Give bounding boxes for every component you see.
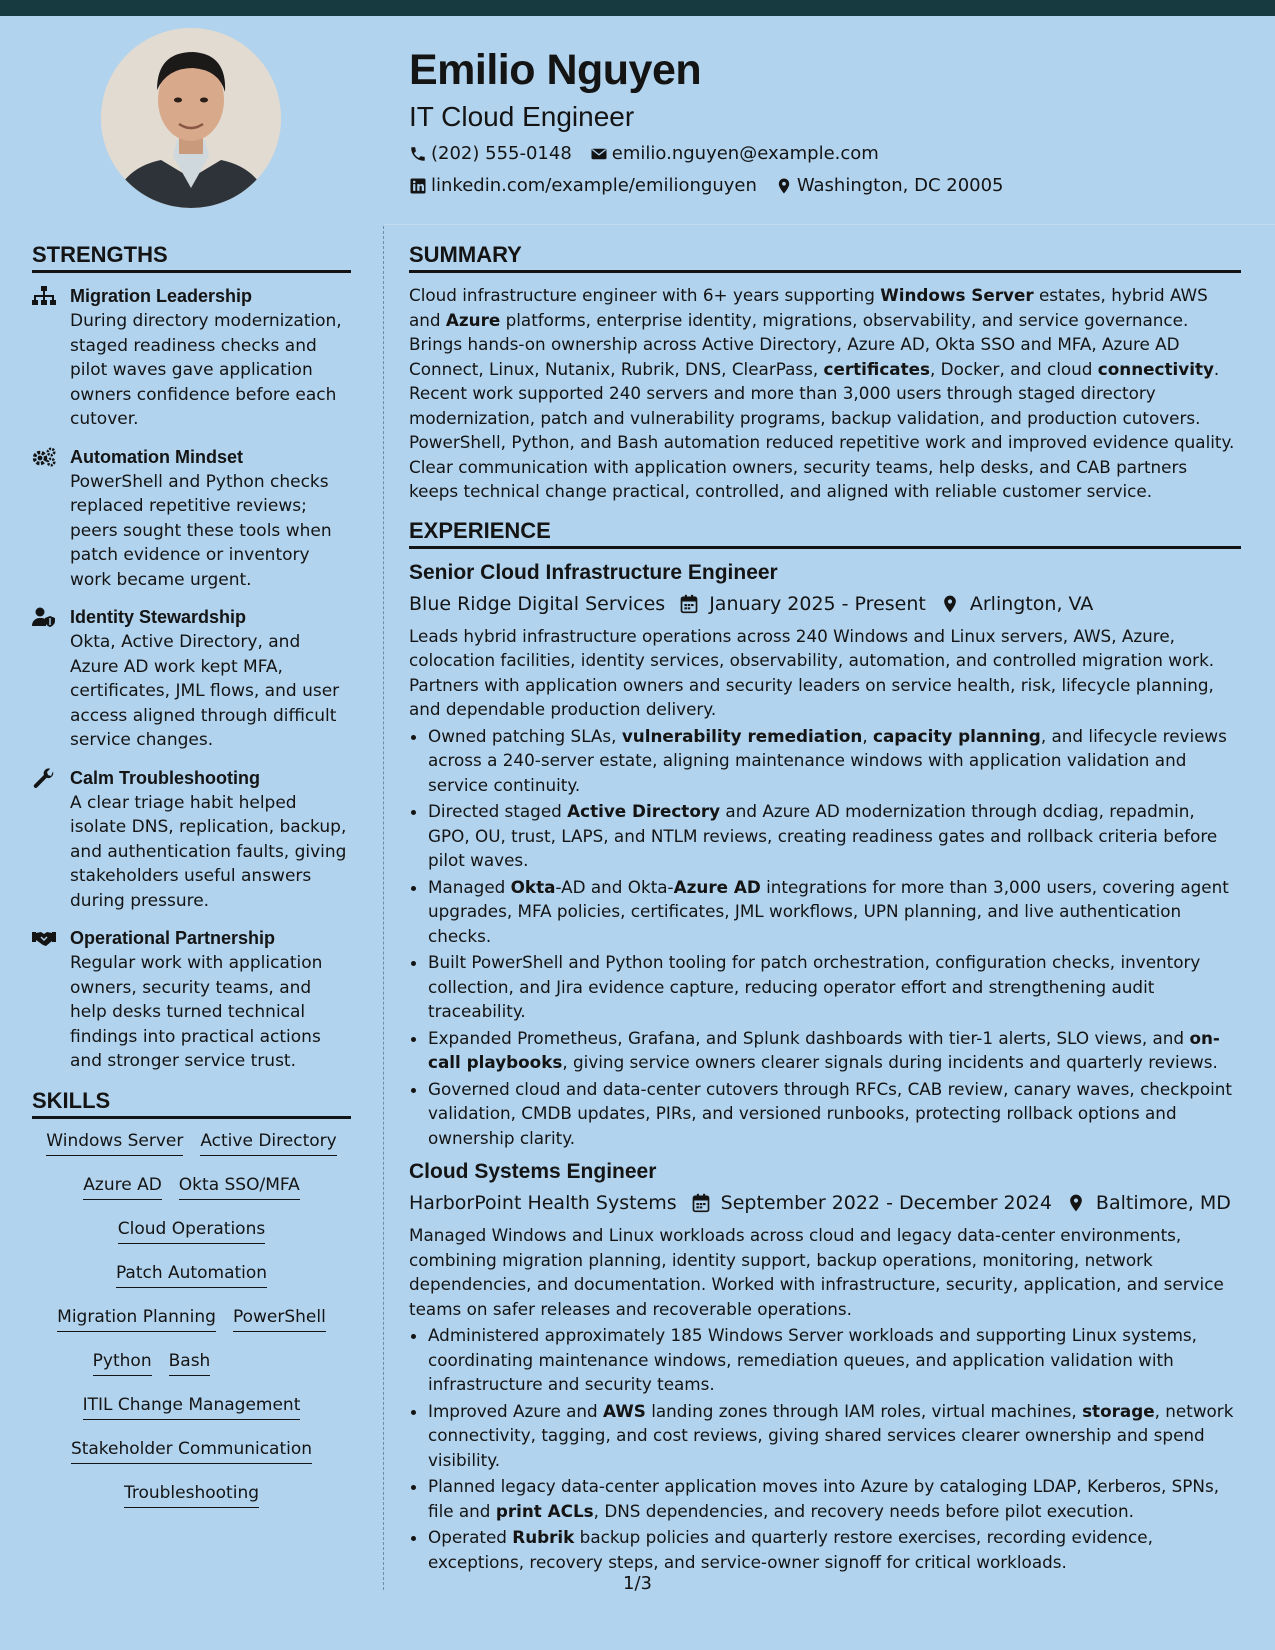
- envelope-icon: [590, 145, 608, 163]
- sitemap-icon: [32, 286, 56, 306]
- strength-item: [32, 604, 351, 753]
- skill-chip: Troubleshooting: [124, 1481, 259, 1508]
- job-bullets: [409, 1323, 1241, 1574]
- linkedin-contact[interactable]: [409, 170, 757, 202]
- job-dates: September 2022 - December 2024: [720, 1192, 1052, 1214]
- handshake-icon: [32, 928, 56, 948]
- bullet-item: • Expanded Prometheus, Grafana, and Splunk dashboards with tier-1 alerts, SLO views, and on-call playbooks, giving service owners clearer signals during incidents and quarterly reviews.: [428, 1026, 1241, 1075]
- skill-chip: Active Directory: [200, 1129, 336, 1156]
- calendar-icon: [679, 594, 699, 614]
- job-entry: [409, 1158, 1241, 1574]
- page-number: 1/3: [623, 1573, 652, 1594]
- candidate-name: Emilio Nguyen: [409, 46, 702, 94]
- contact-row-1: [409, 138, 1249, 170]
- email-text: emilio.nguyen@example.com: [611, 143, 879, 164]
- phone-icon: [409, 145, 427, 163]
- map-pin-icon: [775, 177, 793, 195]
- email-contact[interactable]: [590, 138, 879, 170]
- job-company: Blue Ridge Digital Services: [409, 592, 666, 615]
- job-dates: January 2025 - Present: [709, 592, 926, 615]
- calendar-icon: [691, 1193, 711, 1213]
- strength-item: [32, 765, 351, 914]
- strength-title: Calm Troubleshooting: [70, 767, 261, 788]
- skills-heading: SKILLS: [32, 1086, 351, 1119]
- job-meta: [409, 1189, 1241, 1217]
- map-pin-icon: [1066, 1193, 1086, 1213]
- job-description: Managed Windows and Linux workloads across cloud and legacy data-center environments, combining migration planning, identity support, backup operations, monitoring, network dependencies, and documentation. Worked with infrastructure, security, application, and service teams on safer releases and recoverable operations.: [409, 1225, 1224, 1319]
- skill-chip: Migration Planning: [57, 1305, 216, 1332]
- job-location: Baltimore, MD: [1095, 1192, 1231, 1214]
- map-pin-icon: [940, 594, 960, 614]
- strength-desc: During directory modernization, staged readiness checks and pilot waves gave application owners confidence before each cutover.: [70, 311, 342, 429]
- job-description: Leads hybrid infrastructure operations across 240 Windows and Linux servers, AWS, Azure, colocation facilities, identity services, observability, automation, and controlled migration work. Partners with application owners and security leaders on service health, risk, lifecycle planning, and dependable production delivery.: [409, 625, 1215, 719]
- experience-heading: EXPERIENCE: [409, 516, 1241, 549]
- linkedin-icon: [409, 177, 427, 195]
- bullet-item: • Built PowerShell and Python tooling for patch orchestration, configuration checks, inventory collection, and Jira evidence capture, reducing operator effort and strengthening audit traceability.: [428, 950, 1241, 1024]
- strength-title: Identity Stewardship: [70, 607, 247, 627]
- job-position: Cloud Systems Engineer: [409, 1160, 657, 1183]
- avatar: [101, 28, 281, 208]
- phone-text: (202) 555-0148: [431, 143, 572, 164]
- strength-title: Automation Mindset: [70, 446, 243, 467]
- bullet-item: • Directed staged Active Directory and Azure AD modernization through dcdiag, repadmin, GPO, OU, trust, LAPS, and NTLM reviews, creating readiness gates and rollback criteria before pilot waves.: [428, 799, 1241, 873]
- job-position: Senior Cloud Infrastructure Engineer: [409, 560, 778, 584]
- skill-chip: Cloud Operations: [118, 1217, 265, 1244]
- skill-chip: PowerShell: [233, 1305, 326, 1332]
- bullet-item: • Operated Rubrik backup policies and quarterly restore exercises, recording evidence, exceptions, recovery steps, and service-owner signoff for critical workloads.: [428, 1525, 1241, 1574]
- skill-chip: Bash: [169, 1349, 211, 1376]
- linkedin-text: linkedin.com/example/emilionguyen: [431, 175, 757, 196]
- skill-chip: ITIL Change Management: [83, 1393, 301, 1420]
- bullet-item: • Owned patching SLAs, vulnerability remediation, capacity planning, and lifecycle reviews across a 240-server estate, aligning maintenance windows with application validation and service continuity.: [428, 724, 1241, 798]
- header: [409, 40, 1249, 202]
- left-column: [32, 240, 351, 1508]
- job-title: IT Cloud Engineer: [409, 101, 635, 132]
- strength-desc: Okta, Active Directory, and Azure AD work kept MFA, certificates, JML flows, and user access aligned through difficult service changes.: [70, 632, 340, 750]
- job-entry: [409, 559, 1241, 1151]
- location-text: Washington, DC 20005: [796, 175, 1004, 196]
- job-bullets: [409, 724, 1241, 1151]
- strengths-heading: STRENGTHS: [32, 240, 351, 273]
- summary-text: Cloud infrastructure engineer with 6+ years supporting Windows Server estates, hybrid AWS and Azure platforms, enterprise identity, migrations, observability, and service governance. Brings hands-on ownership across Active Directory, Azure AD, Okta SSO and MFA, Azure AD Connect, Linux, Nutanix, Rubrik, DNS, ClearPass, certificates, Docker, and cloud connectivity. Recent work supported 240 servers and more than 3,000 users through staged directory modernization, patch and vulnerability programs, backup validation, and production cutovers. PowerShell, Python, and Bash automation reduced repetitive work and improved evidence quality. Clear communication with application owners, security teams, help desks, and CAB partners keeps technical change practical, controlled, and aligned with reliable customer service.: [409, 285, 1235, 501]
- strength-item: [32, 444, 351, 593]
- skill-chip: Stakeholder Communication: [71, 1437, 312, 1464]
- summary-heading: SUMMARY: [409, 240, 1241, 273]
- wrench-icon: [32, 768, 56, 788]
- user-shield-icon: [32, 607, 56, 627]
- profile-photo: [101, 28, 281, 208]
- strength-item: [32, 283, 351, 432]
- bullet-item: • Planned legacy data-center application moves into Azure by cataloging LDAP, Kerberos, SPNs, file and print ACLs, DNS dependencies, and recovery needs before pilot execution.: [428, 1474, 1241, 1523]
- header-rule: [384, 224, 1275, 225]
- contact-row-2: [409, 170, 1249, 202]
- strength-desc: A clear triage habit helped isolate DNS, replication, backup, and authentication faults, giving stakeholders useful answers during pressure.: [70, 792, 347, 911]
- location-contact: [775, 170, 1004, 202]
- bullet-item: • Managed Okta-AD and Okta-Azure AD integrations for more than 3,000 users, covering agent upgrades, MFA policies, certificates, JML workflows, UPN planning, and live authentication checks.: [428, 875, 1241, 949]
- gears-icon: [32, 447, 56, 467]
- skill-chip: Azure AD: [83, 1173, 162, 1200]
- bullet-item: • Improved Azure and AWS landing zones through IAM roles, virtual machines, storage, network connectivity, tagging, and cost reviews, giving shared services clearer ownership and spend visibility.: [428, 1399, 1241, 1473]
- skills-list: [32, 1129, 351, 1508]
- skill-chip: Okta SSO/MFA: [179, 1173, 300, 1200]
- job-location: Arlington, VA: [969, 592, 1094, 615]
- strength-desc: Regular work with application owners, security teams, and help desks turned technical findings into practical actions and stronger service trust.: [70, 953, 323, 1071]
- skill-chip: Windows Server: [46, 1129, 183, 1156]
- strength-title: Operational Partnership: [70, 928, 276, 948]
- column-divider: [383, 226, 384, 1590]
- phone-contact[interactable]: [409, 138, 572, 170]
- job-meta: [409, 590, 1241, 618]
- right-column: [409, 240, 1241, 1576]
- bullet-item: • Governed cloud and data-center cutovers through RFCs, CAB review, canary waves, checkpoint validation, CMDB updates, PIRs, and versioned runbooks, protecting rollback options and ownership clarity.: [428, 1077, 1241, 1151]
- job-company: HarborPoint Health Systems: [409, 1192, 677, 1214]
- skill-chip: Python: [93, 1349, 152, 1376]
- skill-chip: Patch Automation: [116, 1261, 267, 1288]
- top-bar: [0, 0, 1275, 16]
- bullet-item: • Administered approximately 185 Windows Server workloads and supporting Linux systems, coordinating maintenance windows, remediation queues, and application validation with infrastructure and security teams.: [428, 1323, 1241, 1397]
- strength-item: [32, 925, 351, 1074]
- strength-title: Migration Leadership: [70, 286, 253, 306]
- strength-desc: PowerShell and Python checks replaced repetitive reviews; peers sought these tools when patch evidence or inventory work became urgent.: [70, 471, 332, 590]
